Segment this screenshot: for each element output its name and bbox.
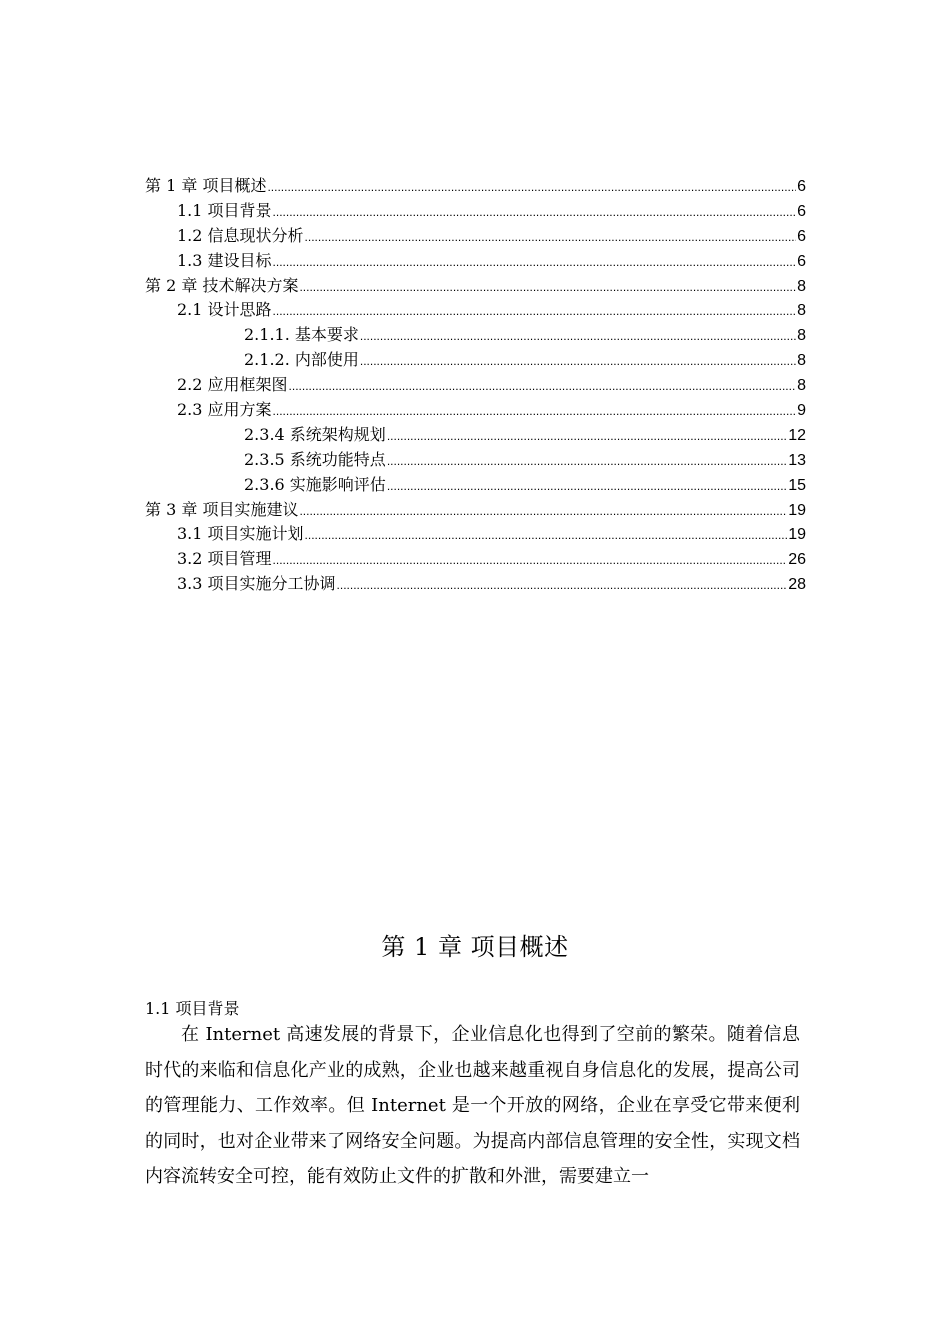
toc-entry-label: 第 2 章 技术解决方案 — [145, 275, 299, 295]
toc-entry[interactable] — [145, 373, 806, 398]
toc-page-number: 9 — [797, 402, 806, 420]
toc-entry-label: 1.1 项目背景 — [177, 200, 272, 220]
toc-page-number: 15 — [788, 476, 806, 494]
toc-leader-dots — [273, 250, 797, 275]
toc-entry[interactable] — [145, 423, 806, 448]
toc-leader-dots — [273, 548, 788, 573]
toc-leader-dots — [299, 275, 796, 300]
toc-entry-label: 第 1 章 项目概述 — [145, 176, 267, 195]
toc-entry[interactable] — [145, 249, 806, 274]
toc-page-number: 6 — [797, 252, 806, 270]
toc-leader-dots — [299, 499, 787, 524]
toc-leader-dots — [387, 449, 787, 474]
toc-entry-label: 2.3 应用方案 — [177, 400, 272, 420]
toc-entry-label: 2.3.5 系统功能特点 — [244, 449, 386, 469]
toc-leader-dots — [289, 374, 797, 399]
toc-entry[interactable] — [145, 298, 806, 323]
toc-entry-label: 3.1 项目实施计划 — [177, 524, 304, 544]
toc-entry[interactable] — [145, 348, 806, 373]
toc-page-number: 6 — [797, 178, 806, 195]
toc-entry-label: 3.3 项目实施分工协调 — [177, 574, 336, 594]
toc-page-number: 28 — [788, 576, 806, 594]
toc-entry[interactable] — [145, 473, 806, 498]
toc-page-number: 19 — [788, 526, 806, 544]
toc-entry-label: 2.3.4 系统架构规划 — [244, 424, 386, 444]
toc-entry[interactable] — [145, 547, 806, 572]
toc-page-number: 8 — [797, 352, 806, 370]
section-heading: 1.1 项目背景 — [145, 999, 240, 1018]
toc-leader-dots — [267, 175, 796, 200]
toc-leader-dots — [273, 200, 797, 225]
toc-page-number: 8 — [797, 377, 806, 395]
toc-entry-label: 2.1.1. 基本要求 — [244, 325, 359, 345]
toc-entry-label: 2.1 设计思路 — [177, 300, 272, 320]
toc-entry-label: 第 3 章 项目实施建议 — [145, 499, 299, 519]
toc-entry-label: 2.1.2. 内部使用 — [244, 350, 359, 370]
toc-leader-dots — [305, 225, 797, 250]
toc-entry[interactable] — [145, 572, 806, 597]
table-of-contents — [145, 174, 806, 597]
toc-leader-dots — [387, 474, 787, 499]
body-paragraph: 在 Internet 高速发展的背景下，企业信息化也得到了空前的繁荣。随着信息时代的来临和信息化产业的成熟，企业也越来越重视自身信息化的发展，提高公司的管理能力、工作效率。但 Internet 是一个开放的网络，企业在享受它带来便利的同时，也对企业带来了网络安全问题。为提高内部信息管理的安全性，实现文档内容流转安全可控，能有效防止文件的扩散和外泄，需要建立一 — [145, 1024, 800, 1187]
toc-leader-dots — [305, 523, 788, 548]
toc-entry[interactable] — [145, 224, 806, 249]
toc-leader-dots — [273, 299, 797, 324]
toc-entry-label: 2.2 应用框架图 — [177, 375, 288, 395]
toc-page-number: 13 — [788, 451, 806, 469]
toc-entry[interactable] — [145, 274, 806, 299]
toc-entry[interactable] — [145, 174, 806, 199]
toc-entry[interactable] — [145, 522, 806, 547]
toc-leader-dots — [337, 573, 788, 598]
toc-entry[interactable] — [145, 498, 806, 523]
toc-entry[interactable] — [145, 323, 806, 348]
toc-entry[interactable] — [145, 448, 806, 473]
toc-entry-label: 1.3 建设目标 — [177, 250, 272, 270]
toc-entry[interactable] — [145, 398, 806, 423]
toc-page-number: 8 — [797, 327, 806, 345]
toc-page-number: 26 — [788, 551, 806, 569]
toc-entry-label: 1.2 信息现状分析 — [177, 225, 304, 245]
toc-page-number: 8 — [797, 302, 806, 320]
chapter-heading: 第 1 章 项目概述 — [381, 933, 569, 961]
toc-leader-dots — [387, 424, 787, 449]
toc-page-number: 8 — [797, 277, 806, 295]
toc-entry-label: 3.2 项目管理 — [177, 549, 272, 569]
toc-entry[interactable] — [145, 199, 806, 224]
toc-entry-label: 2.3.6 实施影响评估 — [244, 474, 386, 494]
toc-page-number: 6 — [797, 202, 806, 220]
toc-page-number: 6 — [797, 227, 806, 245]
toc-page-number: 12 — [788, 426, 806, 444]
toc-leader-dots — [360, 324, 796, 349]
toc-leader-dots — [273, 399, 797, 424]
toc-page-number: 19 — [788, 501, 806, 519]
toc-leader-dots — [360, 349, 796, 374]
